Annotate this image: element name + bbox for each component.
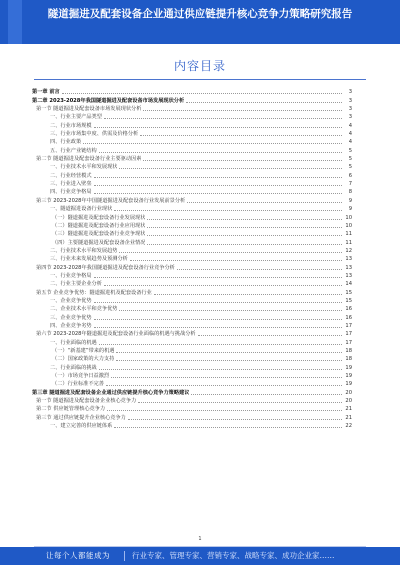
toc-heading: 内容目录 [173,59,226,73]
toc-entry[interactable] [32,171,352,179]
toc-entry[interactable] [32,305,352,313]
toc-entry-page: 19 [345,381,352,388]
toc-leader-dots [116,352,342,353]
page-number: 1 [198,536,202,542]
toc-entry-page: 20 [345,389,352,396]
footer-tagline: 行业专家、管理专家、营销专家、战略专家、成功企业家…… [132,551,335,560]
toc-entry-label: 三、行业市场集中度、供需及价格分析 [50,131,139,138]
toc-entry[interactable] [32,355,352,363]
toc-entry-label: （三）隧道掘进及配套设备行业竞争现状 [52,231,146,238]
toc-entry-page: 18 [345,348,352,354]
banner-stripe [8,0,22,44]
toc-entry-label: 第五节 企业竞争优势：隧道掘进机及配套设备行业 [36,289,152,296]
footer-divider [124,551,125,561]
toc-entry[interactable] [32,222,352,230]
toc-entry[interactable] [32,322,352,330]
toc-entry-label: 二、企业技术水平和竞争优势 [50,306,118,313]
toc-entry-page: 13 [345,264,352,271]
toc-entry-page: 3 [348,106,352,113]
toc-leader-dots [147,227,342,228]
toc-entry-page: 19 [345,364,352,371]
toc-entry[interactable] [32,121,352,129]
toc-entry-page: 10 [345,222,352,229]
toc-entry-page: 18 [345,356,352,363]
toc-entry-label: 第三节 2023-2028年中国隧道掘进及配套设备行业发展前景分析 [36,197,186,204]
toc-entry[interactable] [32,330,352,338]
toc-leader-dots [140,135,342,136]
toc-leader-dots [186,102,342,103]
toc-leader-dots [106,385,342,386]
toc-entry-label: 二、行业主要企业分析 [50,281,102,288]
toc-leader-dots [114,427,342,428]
toc-entry[interactable] [32,413,352,421]
toc-leader-dots [62,93,342,94]
toc-entry-label: 四、行业竞争格局 [50,189,92,196]
table-of-contents [32,88,352,430]
toc-entry-page: 5 [348,147,352,154]
toc-entry-page: 20 [345,398,352,405]
toc-entry-page: 21 [345,406,352,413]
toc-leader-dots [177,269,342,270]
toc-entry[interactable] [32,397,352,405]
toc-leader-dots [119,252,342,253]
toc-entry-label: 第二节 隧道掘进及配套设备行业主要驱动因素 [36,156,142,163]
toc-entry-label: 四、企业竞争劣势 [50,322,92,329]
toc-leader-dots [143,110,342,111]
toc-leader-dots [107,410,342,411]
footer-banner [0,547,400,565]
toc-leader-dots [94,127,342,128]
toc-entry-label: 三、行业未来发展趋势及预测分析 [50,256,128,263]
toc-entry-page: 13 [345,256,352,263]
toc-entry-label: 一、行业主要产品类型 [50,114,102,121]
divider [34,79,366,80]
toc-entry-label: 一、行业技术水平和发展现状 [50,164,118,171]
toc-entry-page: 4 [348,122,352,129]
toc-leader-dots [99,344,342,345]
toc-entry-label: （一）“新基建”带来的机遇 [52,348,115,354]
toc-entry-page: 19 [345,373,352,380]
toc-leader-dots [147,219,342,220]
toc-entry-page: 10 [345,214,352,221]
toc-leader-dots [187,202,342,203]
toc-entry-label: 第一章 前言 [32,89,60,96]
toc-entry[interactable] [32,405,352,413]
toc-leader-dots [154,294,342,295]
toc-entry-label: 一、行业竞争格局 [50,272,92,279]
toc-entry-page: 17 [345,322,352,329]
toc-entry[interactable] [32,138,352,146]
toc-entry[interactable] [32,372,352,380]
toc-leader-dots [104,118,342,119]
toc-entry-label: 第三章 隧道掘进及配套设备企业通过供应链提升核心竞争力策略建议 [32,389,190,396]
toc-entry-label: （一）市场竞争日益激烈 [52,373,110,380]
toc-entry[interactable] [32,113,352,121]
toc-entry-page: 5 [348,156,352,163]
toc-entry-label: 二、行业技术水平和发展趋势 [50,247,118,254]
toc-entry[interactable] [32,280,352,288]
toc-entry[interactable] [32,380,352,388]
toc-leader-dots [94,185,342,186]
toc-entry-label: 一、建立完善的供应链体系 [50,423,113,430]
toc-entry-label: 第一节 隧道掘进及配套设备市场发展现状分析 [36,106,142,113]
toc-entry[interactable] [32,313,352,321]
toc-entry-label: （二）隧道掘进及配套设备行业应用现状 [52,222,146,229]
toc-entry[interactable] [32,347,352,355]
toc-leader-dots [114,210,342,211]
footer-slogan: 让每个人都能成为 [46,551,110,560]
toc-entry-page: 11 [345,239,352,246]
toc-entry-page: 4 [348,131,352,138]
toc-entry[interactable] [32,247,352,255]
toc-entry-page: 7 [348,181,352,188]
toc-entry[interactable] [32,297,352,305]
toc-entry-label: 第二章 2023-2028年我国隧道掘进及配套设备市场发展现状分析 [32,97,185,104]
toc-entry[interactable] [32,338,352,346]
toc-leader-dots [147,235,342,236]
toc-entry-page: 3 [348,89,352,96]
header-banner [0,0,400,44]
toc-entry-label: 三、行业进入壁垒 [50,181,92,188]
toc-entry-label: 四、行业政策 [50,139,82,146]
toc-entry-page: 15 [345,289,352,296]
toc-entry-page: 15 [345,297,352,304]
toc-entry[interactable] [32,230,352,238]
toc-leader-dots [138,402,342,403]
toc-entry[interactable] [32,146,352,154]
toc-entry[interactable] [32,213,352,221]
toc-entry[interactable] [32,272,352,280]
toc-entry-label: （二）国家政策的大力支持 [52,356,115,363]
toc-entry-page: 17 [345,331,352,338]
toc-entry-label: 一、行业面临的机遇 [50,339,97,346]
toc-leader-dots [119,310,342,311]
toc-entry-label: （四）主要隧道掘进及配套设备企业情况 [52,239,146,246]
toc-entry-label: 一、企业竞争优势 [50,297,92,304]
toc-entry[interactable] [32,388,352,396]
toc-entry[interactable] [32,238,352,246]
toc-entry[interactable] [32,288,352,296]
toc-entry-label: 第三节 通过供应链提升企业核心竞争力 [36,414,126,421]
toc-entry[interactable] [32,422,352,430]
toc-leader-dots [111,377,342,378]
toc-entry-page: 17 [345,339,352,346]
toc-entry-label: 三、企业竞争优势 [50,314,92,321]
toc-entry-page: 16 [345,314,352,321]
toc-leader-dots [116,360,342,361]
toc-leader-dots [94,177,342,178]
toc-entry-page: 6 [348,172,352,179]
toc-entry-page: 8 [348,189,352,196]
toc-entry-label: 第六节 2023-2028年隧道掘进及配套设备行业面临的机遇与挑战分析 [36,331,196,338]
toc-leader-dots [191,394,342,395]
toc-entry[interactable] [32,205,352,213]
toc-entry[interactable] [32,96,352,104]
toc-leader-dots [94,193,342,194]
toc-entry-page: 3 [348,114,352,121]
toc-entry-page: 21 [345,414,352,421]
toc-leader-dots [99,152,342,153]
toc-entry-page: 4 [348,139,352,146]
toc-entry-page: 22 [345,423,352,430]
toc-entry-label: 一、隧道掘进设备行业现状 [50,206,113,213]
toc-entry-page: 14 [345,281,352,288]
toc-entry-label: 第四节 2023-2028年我国隧道掘进及配套设备行业竞争分析 [36,264,175,271]
toc-leader-dots [198,335,342,336]
toc-leader-dots [104,285,342,286]
toc-leader-dots [94,277,342,278]
toc-leader-dots [128,419,342,420]
toc-entry[interactable] [32,363,352,371]
toc-leader-dots [94,327,342,328]
report-title: 隧道掘进及配套设备企业通过供应链提升核心竞争力策略研究报告 [47,8,353,20]
toc-entry-page: 16 [345,306,352,313]
toc-entry[interactable] [32,196,352,204]
toc-leader-dots [147,244,342,245]
toc-entry[interactable] [32,130,352,138]
toc-entry-label: （二）行业标准不完善 [52,381,104,388]
toc-entry[interactable] [32,255,352,263]
toc-entry-page: 12 [345,247,352,254]
toc-entry[interactable] [32,188,352,196]
toc-entry-label: 第一节 隧道掘进及配套设备企业核心竞争力 [36,398,137,405]
toc-entry[interactable] [32,263,352,271]
toc-entry[interactable] [32,163,352,171]
toc-entry[interactable] [32,180,352,188]
toc-entry-page: 13 [345,272,352,279]
toc-entry-page: 3 [348,97,352,104]
toc-entry-label: 二、行业面临的挑战 [50,364,97,371]
toc-entry-page: 9 [348,197,352,204]
toc-leader-dots [143,160,342,161]
toc-leader-dots [83,143,342,144]
toc-entry[interactable] [32,105,352,113]
toc-entry-label: 五、行业产业链结构 [50,147,97,154]
toc-entry-page: 5 [348,164,352,171]
toc-entry-page: 9 [348,206,352,213]
toc-entry[interactable] [32,88,352,96]
toc-entry-label: （一）隧道掘进及配套设备行业发展现状 [52,214,146,221]
toc-entry-label: 二、行业市场规模 [50,122,92,129]
toc-leader-dots [130,260,342,261]
toc-entry[interactable] [32,155,352,163]
toc-leader-dots [119,168,342,169]
toc-entry-label: 第二节 供应链管理核心竞争力 [36,406,106,413]
toc-leader-dots [94,319,342,320]
toc-leader-dots [94,302,342,303]
toc-entry-page: 11 [345,231,352,238]
toc-entry-label: 二、行业经营模式 [50,172,92,179]
toc-leader-dots [99,369,342,370]
